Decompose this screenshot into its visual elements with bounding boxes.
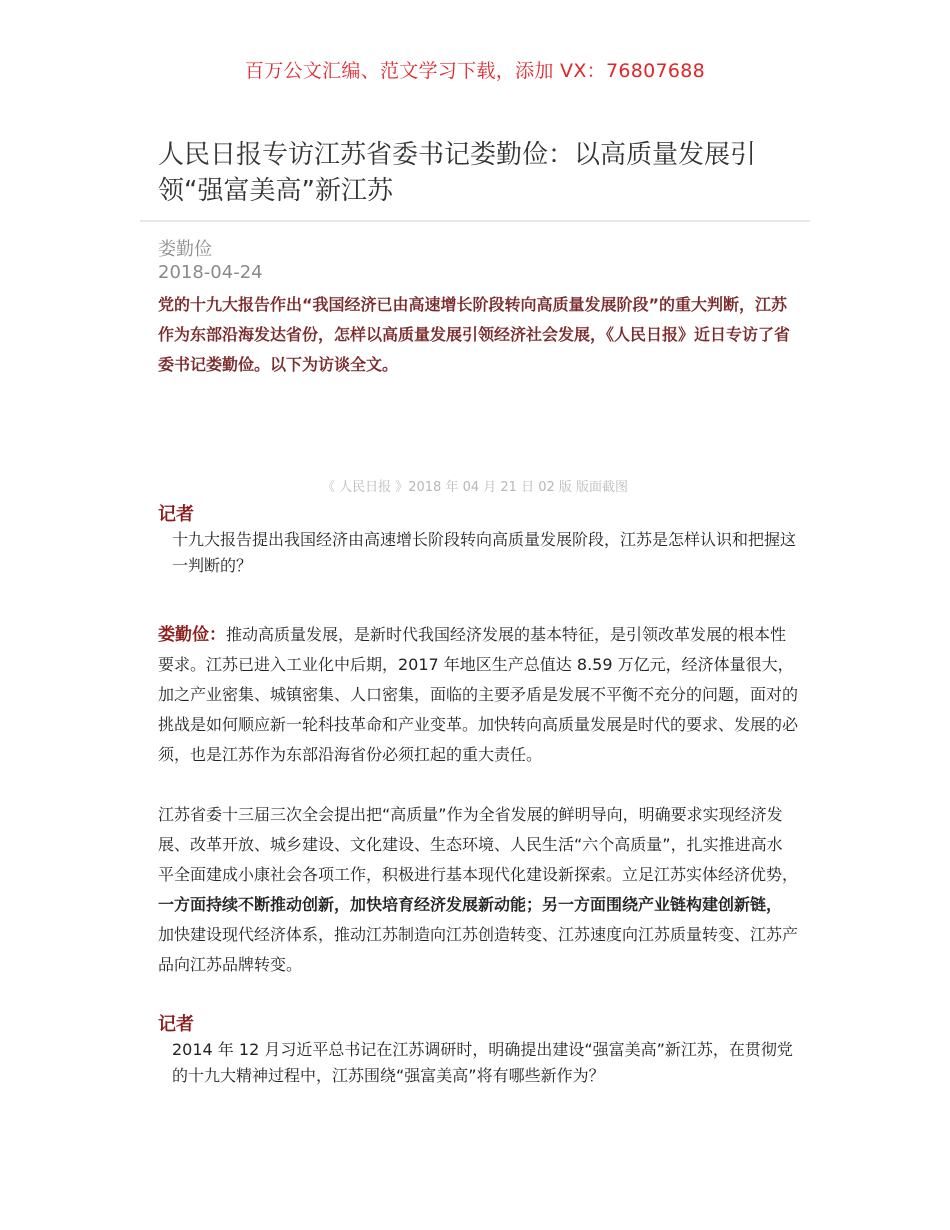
interviewer-question: 十九大报告提出我国经济由高速增长阶段转向高质量发展阶段，江苏是怎样认识和把握这一判断的？ <box>172 530 797 575</box>
interviewee-answer-paragraph <box>158 620 798 770</box>
interviewer-label: 记者 <box>158 504 194 525</box>
article-lead: 党的十九大报告作出“我国经济已由高速增长阶段转向高质量发展阶段”的重大判断，江苏作为东部沿海发达省份，怎样以高质量发展引领经济社会发展，《人民日报》近日专访了省委书记娄勤俭。以下为访谈全文。 <box>158 295 791 374</box>
answer-text-emphasis: 一方面持续不断推动创新，加快培育经济发展新动能；另一方面围绕产业链构建创新链， <box>158 895 783 914</box>
title-divider <box>140 220 810 222</box>
answer-text: 推动高质量发展，是新时代我国经济发展的基本特征，是引领改革发展的根本性要求。江苏已进入工业化中后期，2017 年地区生产总值达 8.59 万亿元，经济体量很大，加之产业密集、城镇密集、人口密集，面临的主要矛盾是发展不平衡不充分的问题，面对的挑战是如何顺应新一轮科技革命和产业变革。加快转向高质量发展是时代的要求、发展的必须，也是江苏作为东部沿海省份必须扛起的重大责任。 <box>158 625 799 764</box>
interviewer-label: 记者 <box>158 1014 194 1035</box>
article-title: 人民日报专访江苏省委书记娄勤俭：以高质量发展引领“强富美高”新江苏 <box>158 140 757 206</box>
article-author: 娄勤俭 <box>158 239 212 260</box>
article-date: 2018-04-24 <box>158 262 263 283</box>
interviewee-label: 娄勤俭： <box>158 625 226 645</box>
watermark-banner: 百万公文汇编、范文学习下载，添加 VX：76807688 <box>244 60 706 82</box>
answer-text-end: 加快建设现代经济体系，推动江苏制造向江苏创造转变、江苏速度向江苏质量转变、江苏产品向江苏品牌转变。 <box>158 925 799 974</box>
interviewer-question: 2014 年 12 月习近平总书记在江苏调研时，明确提出建设“强富美高”新江苏，在贯彻党的十九大精神过程中，江苏围绕“强富美高”将有哪些新作为？ <box>172 1040 793 1085</box>
answer-paragraph <box>158 800 798 980</box>
image-caption: 《 人民日报 》2018 年 04 月 21 日 02 版 版面截图 <box>321 480 629 495</box>
answer-text-start: 江苏省委十三届三次全会提出把“高质量”作为全省发展的鲜明导向，明确要求实现经济发展、改革开放、城乡建设、文化建设、生态环境、人民生活“六个高质量”，扎实推进高水平全面建成小康社会各项工作，积极进行基本现代化建设新探索。立足江苏实体经济优势， <box>158 805 799 884</box>
